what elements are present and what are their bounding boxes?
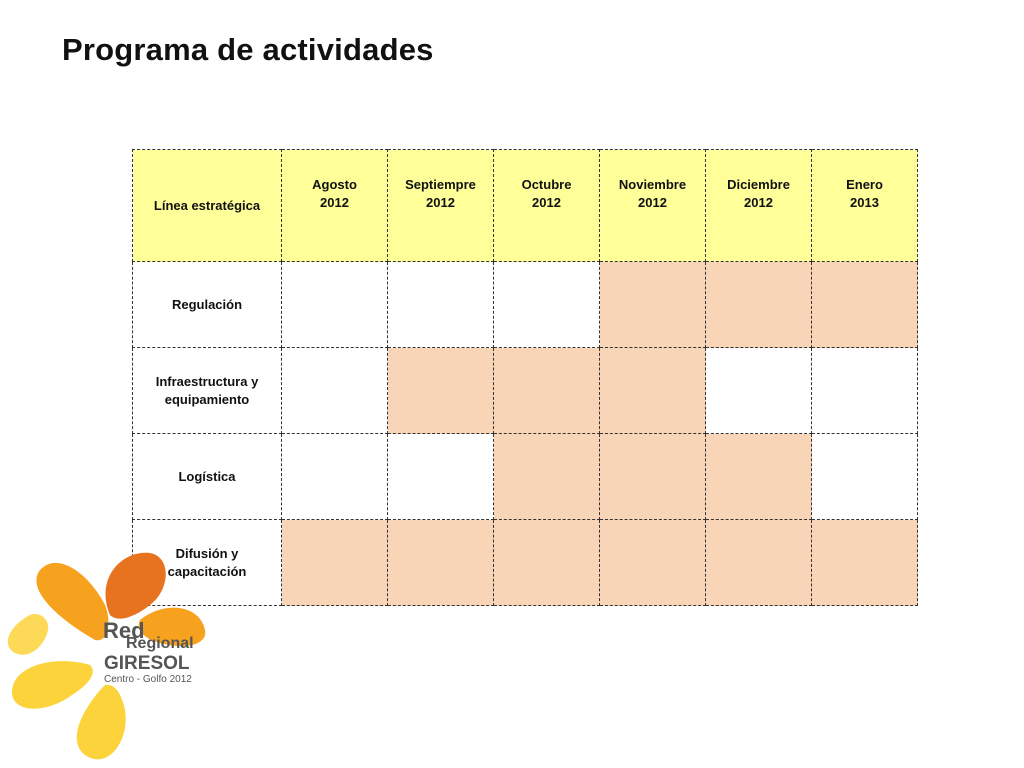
header-strategic-line: Línea estratégica [133,150,282,262]
schedule-cell [812,434,918,520]
schedule-cell [282,262,388,348]
schedule-cell [494,520,600,606]
schedule-cell [282,520,388,606]
header-month: Enero 2013 [812,150,918,262]
petal-light-left [12,661,93,709]
schedule-cell [706,348,812,434]
logo-regional-text: Regional [126,635,194,652]
schedule-cell [388,262,494,348]
schedule-cell [706,520,812,606]
schedule-cell [706,434,812,520]
logo-red-text: Red [103,618,145,643]
schedule-cell [388,348,494,434]
activity-schedule-table [132,149,918,606]
table-header-row [133,150,918,262]
petal-dark [106,553,166,619]
row-label: Infraestructura y equipamiento [133,348,282,434]
petal-light-bottom [77,685,126,760]
petal-light-small [8,614,48,655]
schedule-cell [494,262,600,348]
schedule-cell [282,348,388,434]
table-row [133,262,918,348]
header-month: Diciembre 2012 [706,150,812,262]
row-label: Difusión y capacitación [133,520,282,606]
header-month: Septiempre 2012 [388,150,494,262]
row-label: Logística [133,434,282,520]
slide-title: Programa de actividades [62,32,434,67]
schedule-cell [388,520,494,606]
schedule-cell [282,434,388,520]
table-row [133,348,918,434]
logo-giresol-text: GIRESOL [104,653,190,674]
header-month: Agosto 2012 [282,150,388,262]
table-row [133,520,918,606]
schedule-cell [812,262,918,348]
schedule-cell [600,262,706,348]
header-month: Octubre 2012 [494,150,600,262]
schedule-cell [494,434,600,520]
schedule-cell [494,348,600,434]
schedule-cell [600,520,706,606]
logo-subtitle-text: Centro - Golfo 2012 [104,674,192,685]
red-regional-giresol-logo [0,545,240,768]
schedule-cell [600,434,706,520]
schedule-cell [600,348,706,434]
schedule-cell [812,348,918,434]
header-month: Noviembre 2012 [600,150,706,262]
row-label: Regulación [133,262,282,348]
schedule-cell [706,262,812,348]
table-row [133,434,918,520]
schedule-cell [388,434,494,520]
schedule-cell [812,520,918,606]
